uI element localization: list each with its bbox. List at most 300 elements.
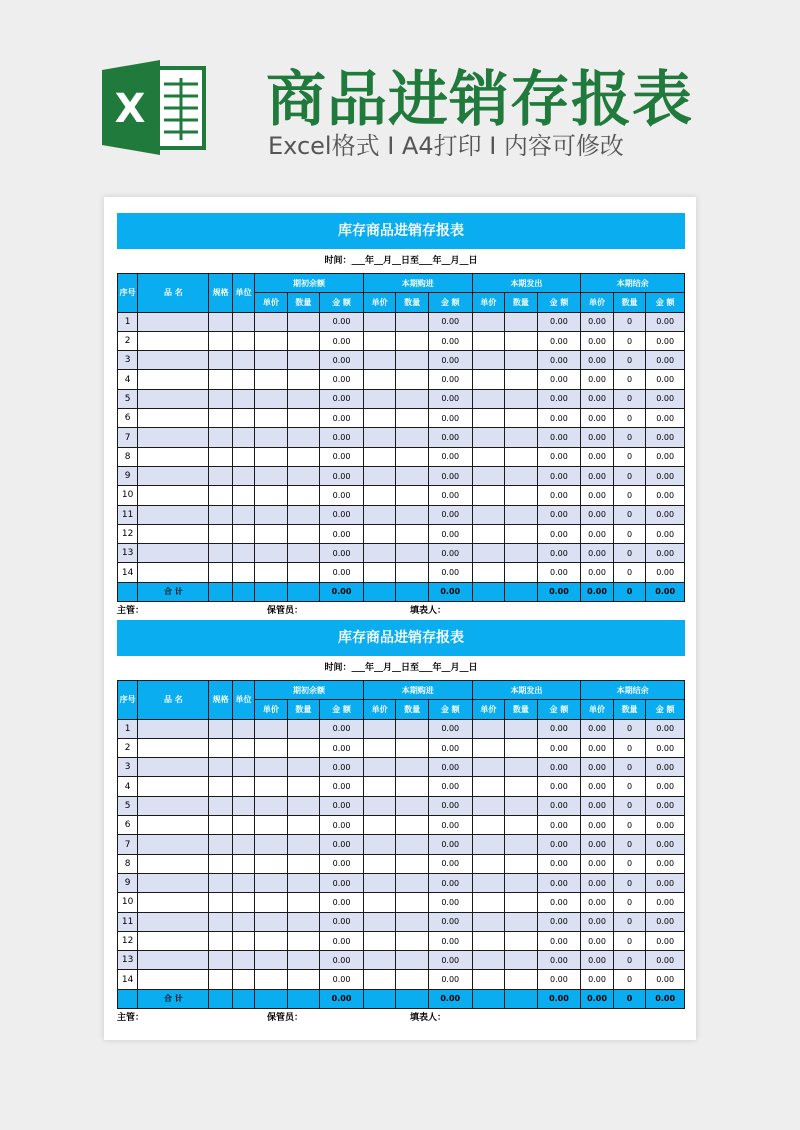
cell-purchase-price[interactable] xyxy=(363,486,396,505)
cell-opening-price[interactable] xyxy=(255,505,288,524)
cell-balance-qty: 0 xyxy=(613,563,646,582)
cell-opening-price[interactable] xyxy=(255,893,288,912)
cell-opening-price[interactable] xyxy=(255,835,288,854)
cell-issue-qty[interactable] xyxy=(505,777,538,796)
subheader-price: 单价 xyxy=(255,700,288,719)
cell-balance-price: 0.00 xyxy=(581,312,614,331)
cell-issue-qty[interactable] xyxy=(505,738,538,757)
cell-purchase-qty[interactable] xyxy=(396,738,429,757)
cell-balance-price: 0.00 xyxy=(581,428,614,447)
cell-opening-price[interactable] xyxy=(255,428,288,447)
cell-name[interactable] xyxy=(138,544,209,563)
cell-issue-qty[interactable] xyxy=(505,816,538,835)
page-title: 商品进销存报表 xyxy=(266,65,693,135)
cell-name[interactable] xyxy=(138,816,209,835)
cell-spec[interactable] xyxy=(209,524,232,543)
cell-unit[interactable] xyxy=(232,447,254,466)
cell-issue-price[interactable] xyxy=(472,777,505,796)
cell-opening-price[interactable] xyxy=(255,719,288,738)
cell-purchase-qty[interactable] xyxy=(396,370,429,389)
cell-opening-price[interactable] xyxy=(255,563,288,582)
cell-issue-price[interactable] xyxy=(472,854,505,873)
cell-issue-qty[interactable] xyxy=(505,873,538,892)
cell-purchase-qty[interactable] xyxy=(396,563,429,582)
cell-spec[interactable] xyxy=(209,370,232,389)
cell-purchase-price[interactable] xyxy=(363,854,396,873)
cell-unit[interactable] xyxy=(232,563,254,582)
cell-opening-price[interactable] xyxy=(255,351,288,370)
cell-balance-qty: 0 xyxy=(613,777,646,796)
cell-spec[interactable] xyxy=(209,428,232,447)
cell-spec[interactable] xyxy=(209,738,232,757)
cell-name[interactable] xyxy=(138,873,209,892)
cell-unit[interactable] xyxy=(232,428,254,447)
row-number: 4 xyxy=(118,777,138,796)
table-row xyxy=(118,970,685,989)
cell-unit[interactable] xyxy=(232,738,254,757)
cell-issue-price[interactable] xyxy=(472,796,505,815)
cell-opening-price[interactable] xyxy=(255,796,288,815)
cell-purchase-price[interactable] xyxy=(363,970,396,989)
cell-opening-price[interactable] xyxy=(255,854,288,873)
sheet-banner-title: 库存商品进销存报表 xyxy=(117,213,685,249)
cell-name[interactable] xyxy=(138,912,209,931)
cell-opening-qty[interactable] xyxy=(287,796,320,815)
cell-purchase-amount: 0.00 xyxy=(428,796,472,815)
cell-purchase-qty[interactable] xyxy=(396,409,429,428)
cell-issue-price[interactable] xyxy=(472,758,505,777)
cell-purchase-price[interactable] xyxy=(363,796,396,815)
cell-issue-qty[interactable] xyxy=(505,970,538,989)
cell-opening-amount: 0.00 xyxy=(320,563,364,582)
cell-purchase-qty[interactable] xyxy=(396,524,429,543)
cell-name[interactable] xyxy=(138,835,209,854)
cell-name[interactable] xyxy=(138,563,209,582)
cell-purchase-qty[interactable] xyxy=(396,835,429,854)
cell-unit[interactable] xyxy=(232,544,254,563)
cell-balance-price: 0.00 xyxy=(581,816,614,835)
cell-purchase-price[interactable] xyxy=(363,873,396,892)
cell-spec[interactable] xyxy=(209,466,232,485)
cell-opening-price[interactable] xyxy=(255,312,288,331)
cell-opening-price[interactable] xyxy=(255,873,288,892)
cell-issue-qty[interactable] xyxy=(505,912,538,931)
cell-issue-price[interactable] xyxy=(472,873,505,892)
cell-opening-qty[interactable] xyxy=(287,505,320,524)
cell-issue-price[interactable] xyxy=(472,544,505,563)
cell-issue-qty[interactable] xyxy=(505,486,538,505)
cell-balance-qty: 0 xyxy=(613,970,646,989)
cell-purchase-price[interactable] xyxy=(363,505,396,524)
date-range-line: 时间：___年__月__日至___年__月__日 xyxy=(324,663,478,673)
cell-purchase-price[interactable] xyxy=(363,428,396,447)
cell-opening-amount: 0.00 xyxy=(320,331,364,350)
cell-opening-price[interactable] xyxy=(255,466,288,485)
cell-purchase-amount: 0.00 xyxy=(428,370,472,389)
cell-issue-amount: 0.00 xyxy=(537,970,581,989)
cell-issue-price[interactable] xyxy=(472,719,505,738)
cell-issue-qty[interactable] xyxy=(505,331,538,350)
cell-issue-price[interactable] xyxy=(472,409,505,428)
header-group-balance: 本期结余 xyxy=(581,681,685,700)
cell-spec[interactable] xyxy=(209,389,232,408)
row-number: 2 xyxy=(118,331,138,350)
cell-name[interactable] xyxy=(138,854,209,873)
cell-issue-price[interactable] xyxy=(472,447,505,466)
cell-balance-amount: 0.00 xyxy=(646,912,685,931)
cell-issue-price[interactable] xyxy=(472,816,505,835)
cell-unit[interactable] xyxy=(232,873,254,892)
cell-purchase-price[interactable] xyxy=(363,447,396,466)
table-row xyxy=(118,486,685,505)
cell-purchase-price[interactable] xyxy=(363,777,396,796)
cell-opening-qty[interactable] xyxy=(287,409,320,428)
cell-opening-qty[interactable] xyxy=(287,466,320,485)
cell-issue-price[interactable] xyxy=(472,389,505,408)
cell-spec[interactable] xyxy=(209,816,232,835)
cell-spec[interactable] xyxy=(209,854,232,873)
cell-opening-qty[interactable] xyxy=(287,486,320,505)
cell-opening-qty[interactable] xyxy=(287,970,320,989)
cell-spec[interactable] xyxy=(209,796,232,815)
cell-purchase-price[interactable] xyxy=(363,312,396,331)
cell-purchase-amount: 0.00 xyxy=(428,409,472,428)
cell-opening-qty[interactable] xyxy=(287,854,320,873)
cell-opening-amount: 0.00 xyxy=(320,505,364,524)
cell-issue-qty[interactable] xyxy=(505,312,538,331)
cell-opening-qty[interactable] xyxy=(287,312,320,331)
cell-issue-amount: 0.00 xyxy=(537,389,581,408)
cell-name[interactable] xyxy=(138,951,209,970)
cell-issue-qty[interactable] xyxy=(505,524,538,543)
cell-issue-qty[interactable] xyxy=(505,854,538,873)
cell-issue-qty[interactable] xyxy=(505,835,538,854)
subheader-amount: 金 额 xyxy=(537,700,581,719)
cell-unit[interactable] xyxy=(232,719,254,738)
cell-name[interactable] xyxy=(138,351,209,370)
cell-opening-qty[interactable] xyxy=(287,912,320,931)
cell-issue-amount: 0.00 xyxy=(537,486,581,505)
cell-purchase-qty[interactable] xyxy=(396,796,429,815)
cell-purchase-qty[interactable] xyxy=(396,505,429,524)
cell-balance-amount: 0.00 xyxy=(646,351,685,370)
cell-purchase-price[interactable] xyxy=(363,466,396,485)
cell-spec[interactable] xyxy=(209,835,232,854)
cell-issue-qty[interactable] xyxy=(505,351,538,370)
cell-opening-qty[interactable] xyxy=(287,370,320,389)
cell-opening-price[interactable] xyxy=(255,544,288,563)
cell-opening-qty[interactable] xyxy=(287,777,320,796)
subheader-amount: 金 额 xyxy=(320,700,364,719)
cell-opening-qty[interactable] xyxy=(287,331,320,350)
cell-purchase-price[interactable] xyxy=(363,835,396,854)
cell-purchase-qty[interactable] xyxy=(396,544,429,563)
cell-unit[interactable] xyxy=(232,893,254,912)
cell-spec[interactable] xyxy=(209,951,232,970)
cell-spec[interactable] xyxy=(209,893,232,912)
cell-purchase-price[interactable] xyxy=(363,912,396,931)
cell-purchase-qty[interactable] xyxy=(396,758,429,777)
cell-name[interactable] xyxy=(138,777,209,796)
cell-opening-qty[interactable] xyxy=(287,351,320,370)
cell-purchase-qty[interactable] xyxy=(396,951,429,970)
cell-opening-qty[interactable] xyxy=(287,719,320,738)
cell-purchase-qty[interactable] xyxy=(396,428,429,447)
cell-opening-price[interactable] xyxy=(255,524,288,543)
cell-name[interactable] xyxy=(138,466,209,485)
cell-issue-qty[interactable] xyxy=(505,563,538,582)
cell-purchase-price[interactable] xyxy=(363,951,396,970)
cell-opening-price[interactable] xyxy=(255,970,288,989)
cell-opening-price[interactable] xyxy=(255,447,288,466)
cell-unit[interactable] xyxy=(232,796,254,815)
cell-purchase-qty[interactable] xyxy=(396,486,429,505)
cell-spec[interactable] xyxy=(209,931,232,950)
cell-issue-price[interactable] xyxy=(472,466,505,485)
cell-issue-price[interactable] xyxy=(472,931,505,950)
cell-issue-price[interactable] xyxy=(472,428,505,447)
cell-unit[interactable] xyxy=(232,351,254,370)
cell-opening-qty[interactable] xyxy=(287,524,320,543)
cell-opening-qty[interactable] xyxy=(287,873,320,892)
cell-opening-qty[interactable] xyxy=(287,389,320,408)
cell-opening-qty[interactable] xyxy=(287,563,320,582)
cell-issue-qty[interactable] xyxy=(505,409,538,428)
cell-name[interactable] xyxy=(138,331,209,350)
cell-unit[interactable] xyxy=(232,524,254,543)
cell-balance-price: 0.00 xyxy=(581,758,614,777)
cell-opening-price[interactable] xyxy=(255,758,288,777)
cell-spec[interactable] xyxy=(209,563,232,582)
filler-label: 填表人： xyxy=(410,605,447,616)
cell-issue-price[interactable] xyxy=(472,951,505,970)
cell-issue-price[interactable] xyxy=(472,738,505,757)
cell-spec[interactable] xyxy=(209,505,232,524)
cell-purchase-price[interactable] xyxy=(363,409,396,428)
cell-opening-price[interactable] xyxy=(255,816,288,835)
table-row xyxy=(118,544,685,563)
cell-purchase-price[interactable] xyxy=(363,331,396,350)
table-row xyxy=(118,893,685,912)
cell-name[interactable] xyxy=(138,409,209,428)
cell-spec[interactable] xyxy=(209,912,232,931)
cell-name[interactable] xyxy=(138,738,209,757)
cell-balance-qty: 0 xyxy=(613,912,646,931)
cell-unit[interactable] xyxy=(232,312,254,331)
cell-purchase-price[interactable] xyxy=(363,893,396,912)
cell-unit[interactable] xyxy=(232,370,254,389)
cell-spec[interactable] xyxy=(209,312,232,331)
cell-name[interactable] xyxy=(138,524,209,543)
cell-spec[interactable] xyxy=(209,351,232,370)
cell-issue-qty[interactable] xyxy=(505,758,538,777)
cell-issue-qty[interactable] xyxy=(505,466,538,485)
cell-opening-qty[interactable] xyxy=(287,544,320,563)
cell-purchase-qty[interactable] xyxy=(396,389,429,408)
cell-purchase-qty[interactable] xyxy=(396,466,429,485)
cell-issue-qty[interactable] xyxy=(505,505,538,524)
cell-opening-qty[interactable] xyxy=(287,738,320,757)
cell-opening-price[interactable] xyxy=(255,389,288,408)
cell-spec[interactable] xyxy=(209,970,232,989)
cell-opening-qty[interactable] xyxy=(287,816,320,835)
cell-purchase-amount: 0.00 xyxy=(428,816,472,835)
cell-unit[interactable] xyxy=(232,777,254,796)
cell-unit[interactable] xyxy=(232,466,254,485)
cell-purchase-qty[interactable] xyxy=(396,873,429,892)
page-subtitle: Excel格式 I A4打印 I 内容可修改 xyxy=(268,132,624,160)
cell-opening-price[interactable] xyxy=(255,370,288,389)
cell-unit[interactable] xyxy=(232,912,254,931)
cell-issue-price[interactable] xyxy=(472,893,505,912)
cell-name[interactable] xyxy=(138,893,209,912)
header-group-opening: 期初余额 xyxy=(255,681,364,700)
cell-opening-price[interactable] xyxy=(255,486,288,505)
cell-name[interactable] xyxy=(138,719,209,738)
cell-opening-price[interactable] xyxy=(255,409,288,428)
cell-opening-amount: 0.00 xyxy=(320,409,364,428)
cell-purchase-qty[interactable] xyxy=(396,931,429,950)
cell-unit[interactable] xyxy=(232,951,254,970)
cell-opening-price[interactable] xyxy=(255,777,288,796)
cell-purchase-qty[interactable] xyxy=(396,447,429,466)
cell-purchase-qty[interactable] xyxy=(396,351,429,370)
cell-issue-price[interactable] xyxy=(472,486,505,505)
cell-issue-price[interactable] xyxy=(472,331,505,350)
cell-purchase-price[interactable] xyxy=(363,351,396,370)
cell-opening-price[interactable] xyxy=(255,912,288,931)
cell-opening-price[interactable] xyxy=(255,331,288,350)
cell-balance-price: 0.00 xyxy=(581,912,614,931)
cell-unit[interactable] xyxy=(232,331,254,350)
cell-purchase-price[interactable] xyxy=(363,816,396,835)
cell-name[interactable] xyxy=(138,389,209,408)
cell-purchase-qty[interactable] xyxy=(396,777,429,796)
cell-name[interactable] xyxy=(138,758,209,777)
cell-purchase-qty[interactable] xyxy=(396,331,429,350)
cell-spec[interactable] xyxy=(209,719,232,738)
cell-issue-price[interactable] xyxy=(472,835,505,854)
cell-name[interactable] xyxy=(138,796,209,815)
cell-issue-price[interactable] xyxy=(472,524,505,543)
cell-purchase-price[interactable] xyxy=(363,370,396,389)
cell-opening-price[interactable] xyxy=(255,931,288,950)
cell-purchase-price[interactable] xyxy=(363,719,396,738)
cell-spec[interactable] xyxy=(209,409,232,428)
cell-opening-qty[interactable] xyxy=(287,447,320,466)
cell-unit[interactable] xyxy=(232,389,254,408)
cell-opening-price[interactable] xyxy=(255,738,288,757)
cell-opening-qty[interactable] xyxy=(287,893,320,912)
cell-purchase-qty[interactable] xyxy=(396,719,429,738)
cell-issue-price[interactable] xyxy=(472,912,505,931)
cell-unit[interactable] xyxy=(232,835,254,854)
cell-spec[interactable] xyxy=(209,331,232,350)
cell-name[interactable] xyxy=(138,447,209,466)
cell-name[interactable] xyxy=(138,428,209,447)
cell-spec[interactable] xyxy=(209,873,232,892)
cell-name[interactable] xyxy=(138,486,209,505)
subheader-amount: 金 额 xyxy=(428,293,472,312)
cell-purchase-price[interactable] xyxy=(363,758,396,777)
cell-balance-price: 0.00 xyxy=(581,893,614,912)
cell-issue-qty[interactable] xyxy=(505,370,538,389)
cell-opening-price[interactable] xyxy=(255,951,288,970)
cell-purchase-qty[interactable] xyxy=(396,854,429,873)
cell-spec[interactable] xyxy=(209,544,232,563)
cell-opening-qty[interactable] xyxy=(287,951,320,970)
subheader-qty: 数量 xyxy=(505,293,538,312)
cell-issue-price[interactable] xyxy=(472,312,505,331)
cell-issue-price[interactable] xyxy=(472,370,505,389)
cell-purchase-qty[interactable] xyxy=(396,816,429,835)
cell-unit[interactable] xyxy=(232,486,254,505)
cell-opening-qty[interactable] xyxy=(287,428,320,447)
cell-name[interactable] xyxy=(138,970,209,989)
cell-unit[interactable] xyxy=(232,505,254,524)
cell-purchase-qty[interactable] xyxy=(396,970,429,989)
cell-issue-amount: 0.00 xyxy=(537,893,581,912)
cell-issue-qty[interactable] xyxy=(505,719,538,738)
cell-purchase-amount: 0.00 xyxy=(428,893,472,912)
subheader-price: 单价 xyxy=(255,293,288,312)
cell-issue-qty[interactable] xyxy=(505,447,538,466)
cell-name[interactable] xyxy=(138,931,209,950)
cell-name[interactable] xyxy=(138,370,209,389)
cell-purchase-qty[interactable] xyxy=(396,312,429,331)
cell-unit[interactable] xyxy=(232,758,254,777)
cell-spec[interactable] xyxy=(209,447,232,466)
cell-issue-qty[interactable] xyxy=(505,389,538,408)
cell-name[interactable] xyxy=(138,505,209,524)
cell-purchase-price[interactable] xyxy=(363,738,396,757)
cell-issue-qty[interactable] xyxy=(505,951,538,970)
cell-issue-qty[interactable] xyxy=(505,428,538,447)
cell-issue-qty[interactable] xyxy=(505,544,538,563)
cell-purchase-price[interactable] xyxy=(363,524,396,543)
cell-name[interactable] xyxy=(138,312,209,331)
cell-purchase-price[interactable] xyxy=(363,563,396,582)
cell-issue-price[interactable] xyxy=(472,505,505,524)
table-row xyxy=(118,312,685,331)
cell-purchase-price[interactable] xyxy=(363,544,396,563)
subheader-qty: 数量 xyxy=(287,700,320,719)
cell-purchase-price[interactable] xyxy=(363,931,396,950)
cell-spec[interactable] xyxy=(209,486,232,505)
cell-unit[interactable] xyxy=(232,931,254,950)
cell-purchase-qty[interactable] xyxy=(396,912,429,931)
cell-spec[interactable] xyxy=(209,777,232,796)
cell-issue-price[interactable] xyxy=(472,970,505,989)
cell-opening-qty[interactable] xyxy=(287,758,320,777)
cell-unit[interactable] xyxy=(232,816,254,835)
cell-spec[interactable] xyxy=(209,758,232,777)
cell-unit[interactable] xyxy=(232,409,254,428)
row-number: 12 xyxy=(118,931,138,950)
cell-issue-price[interactable] xyxy=(472,563,505,582)
cell-purchase-price[interactable] xyxy=(363,389,396,408)
cell-unit[interactable] xyxy=(232,970,254,989)
cell-opening-qty[interactable] xyxy=(287,835,320,854)
cell-issue-qty[interactable] xyxy=(505,893,538,912)
cell-purchase-qty[interactable] xyxy=(396,893,429,912)
cell-issue-qty[interactable] xyxy=(505,931,538,950)
cell-opening-qty[interactable] xyxy=(287,931,320,950)
cell-issue-price[interactable] xyxy=(472,351,505,370)
row-number: 9 xyxy=(118,466,138,485)
cell-unit[interactable] xyxy=(232,854,254,873)
cell-issue-qty[interactable] xyxy=(505,796,538,815)
